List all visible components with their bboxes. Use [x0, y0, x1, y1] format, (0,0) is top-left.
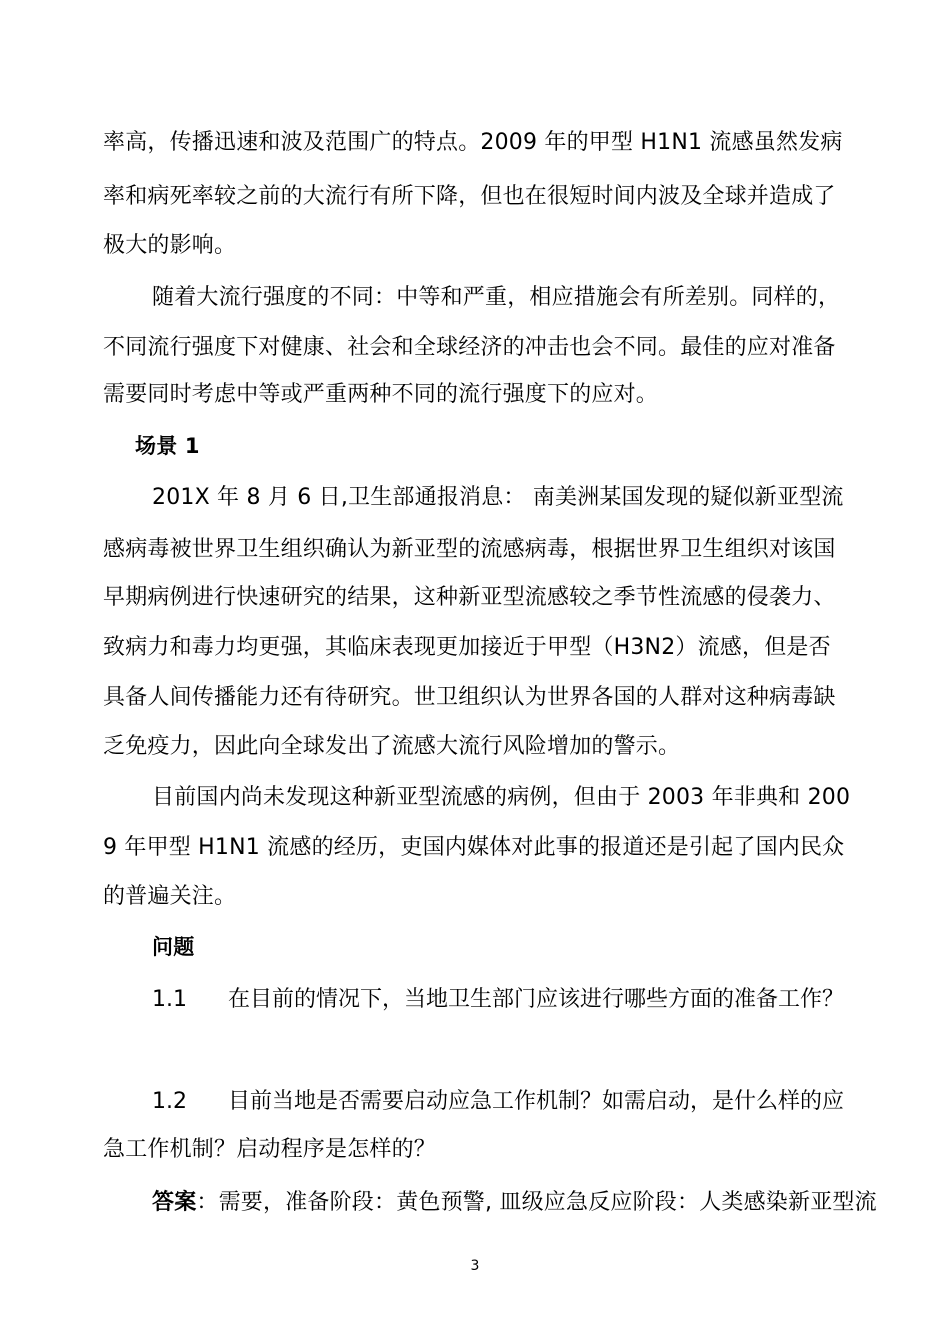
paragraph-4-line-3: 的普遍关注。	[103, 884, 237, 909]
paragraph-1-line-3: 极大的影响。	[103, 233, 237, 258]
paragraph-1-line-2: 率和病死率较之前的大流行有所下降，但也在很短时间内波及全球并造成了	[103, 184, 836, 209]
questions-heading: 问题	[152, 935, 195, 959]
question-1-2-number: 1.2	[152, 1089, 187, 1114]
answer-text: ：需要，准备阶段：黄色预警, 皿级应急反应阶段：人类感染新亚型流	[196, 1190, 877, 1215]
scenario-line-1: 201X 年 8 月 6 日,卫生部通报消息： 南美洲某国发现的疑似新亚型流	[152, 485, 844, 510]
paragraph-1-line-1: 率高，传播迅速和波及范围广的特点。2009 年的甲型 H1N1 流感虽然发病	[103, 130, 843, 155]
paragraph-2-line-2: 不同流行强度下对健康、社会和全球经济的冲击也会不同。最佳的应对准备	[103, 335, 836, 360]
scenario-line-6: 乏免疫力，因此向全球发出了流感大流行风险增加的警示。	[103, 734, 681, 759]
paragraph-2-line-3: 需要同时考虑中等或严重两种不同的流行强度下的应对。	[103, 382, 659, 407]
scenario-line-2: 感病毒被世界卫生组织确认为新亚型的流感病毒，根据世界卫生组织对该国	[103, 537, 836, 562]
question-1-1-number: 1.1	[152, 987, 187, 1012]
answer-label: 答案	[152, 1190, 197, 1215]
question-1-2-continuation: 急工作机制？启动程序是怎样的？	[103, 1137, 437, 1162]
question-1-1-text: 在目前的情况下，当地卫生部门应该进行哪些方面的准备工作？	[228, 987, 845, 1012]
paragraph-4-line-2: 9 年甲型 H1N1 流感的经历，吏国内媒体对此事的报道还是引起了国内民众	[103, 835, 845, 860]
scenario-line-3: 早期病例进行快速研究的结果，这种新亚型流感较之季节性流感的侵袭力、	[103, 585, 836, 610]
paragraph-4-line-1: 目前国内尚未发现这种新亚型流感的病例，但由于 2003 年非典和 200	[152, 785, 851, 810]
page-number: 3	[470, 1258, 480, 1274]
answer-line	[152, 1188, 877, 1218]
scenario-heading: 场景 1	[135, 434, 200, 458]
paragraph-2-line-1: 随着大流行强度的不同：中等和严重，相应措施会有所差别。同样的，	[152, 285, 841, 310]
scenario-line-5: 具备人间传播能力还有待研究。世卫组织认为世界各国的人群对这种病毒缺	[103, 685, 836, 710]
question-1-2-text: 目前当地是否需要启动应急工作机制？如需启动，是什么样的应	[228, 1089, 845, 1114]
scenario-line-4: 致病力和毒力均更强，其临床表现更加接近于甲型（H3N2）流感，但是否	[103, 635, 831, 660]
